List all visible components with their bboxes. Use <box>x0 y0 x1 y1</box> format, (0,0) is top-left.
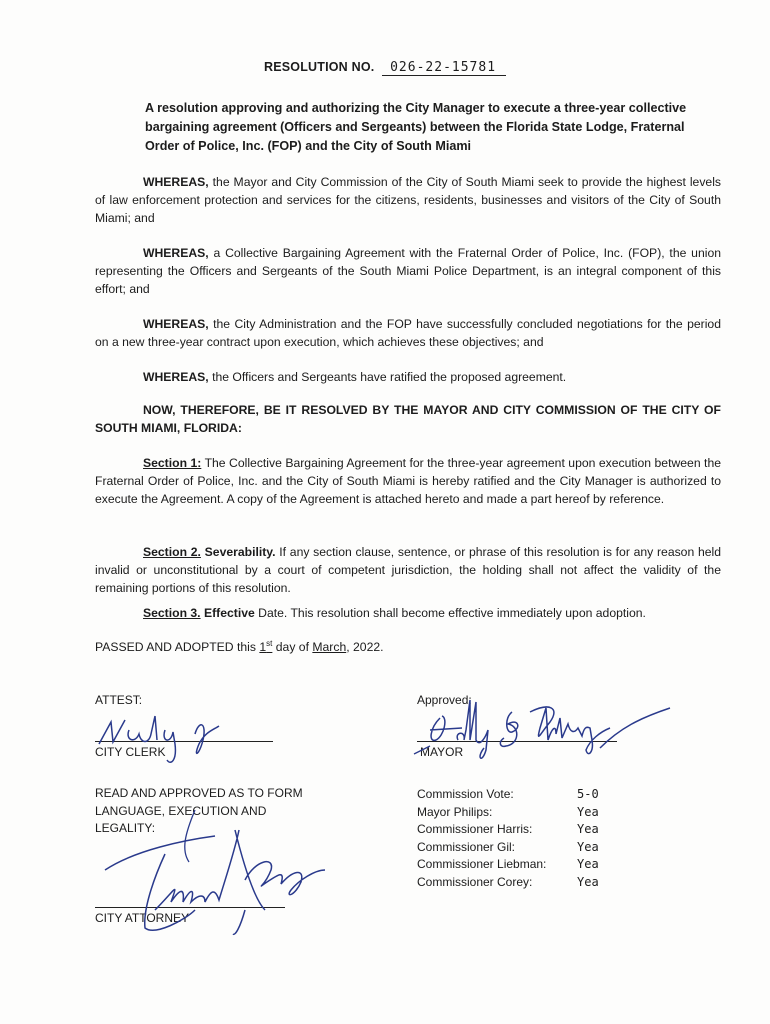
whereas-text: the City Administration and the FOP have successfully concluded negotiations for the period on a new three-year contract upon execution, which achieves these objectives; and <box>95 317 721 349</box>
vote-label: Commissioner Liebman: <box>417 857 547 871</box>
vote-row <box>417 874 599 892</box>
section-heading: Effective <box>203 606 255 620</box>
resolution-heading: A resolution approving and authorizing the City Manager to execute a three-year collective bargaining agreement (Officers and Sergeants) between the Florida State Lodge, Fraternal Order of Police, Inc. (FOP) and the City of South Miami <box>145 101 687 153</box>
mayor-label: MAYOR <box>420 745 464 759</box>
whereas-lead: WHEREAS, <box>143 175 209 189</box>
form-approval-line-3: LEGALITY: <box>95 821 156 835</box>
section-label: Section 1: <box>143 456 202 470</box>
section-1 <box>95 454 721 508</box>
vote-row <box>417 786 599 804</box>
section-text: The Collective Bargaining Agreement for the three-year agreement upon execution between the Fraternal Order of Police, Inc. and the City of South Miami is hereby ratified and the City Manager is authorized to execute the Agreement. A copy of the Agreement is attached hereto and made a part hereof by reference. <box>95 456 722 506</box>
vote-value: Yea <box>577 822 599 836</box>
form-approval-line-2: LANGUAGE, EXECUTION AND <box>95 803 267 818</box>
now-therefore-clause <box>95 401 721 437</box>
commission-vote-table <box>417 786 599 891</box>
passed-day <box>259 640 272 654</box>
vote-row <box>417 821 599 839</box>
approved-label: Approved: <box>417 693 472 707</box>
vote-label: Commissioner Corey: <box>417 874 533 889</box>
vote-value: Yea <box>577 839 599 854</box>
section-3 <box>95 604 721 622</box>
vote-label: Commissioner Harris: <box>417 822 533 836</box>
whereas-lead: WHEREAS, <box>143 317 209 331</box>
passed-prefix: PASSED AND ADOPTED this <box>95 640 256 655</box>
section-label: Section 3. <box>143 606 201 620</box>
passed-middle: day of <box>275 640 309 655</box>
mayor-signature <box>400 688 700 793</box>
resolution-number: 026-22-15781 <box>382 60 506 76</box>
vote-label: Commissioner Gil: <box>417 839 516 854</box>
whereas-clause-4 <box>95 368 721 386</box>
vote-value: 5-0 <box>577 787 599 801</box>
passed-year: , 2022. <box>346 640 384 655</box>
vote-value: Yea <box>577 874 599 889</box>
section-2 <box>95 543 721 597</box>
vote-label: Mayor Philips: <box>417 804 493 819</box>
passed-month: March <box>312 640 347 655</box>
vote-value: Yea <box>577 857 599 871</box>
city-attorney-label: CITY ATTORNEY <box>95 911 190 925</box>
passed-day-number: 1 <box>259 640 267 655</box>
city-attorney-signature <box>95 810 345 945</box>
vote-row <box>417 804 599 822</box>
whereas-clause-3 <box>95 315 721 351</box>
whereas-text: a Collective Bargaining Agreement with the Fraternal Order of Police, Inc. (FOP), the union representing the Officers and Sergeants of the South Miami Police Department, is an integral component of this effort; and <box>95 246 722 296</box>
section-heading: Severability. <box>204 545 276 559</box>
section-label: Section 2. <box>143 545 201 559</box>
now-therefore-text: NOW, THEREFORE, BE IT RESOLVED BY THE MAYOR AND CITY COMMISSION OF THE CITY OF SOUTH MIAMI, FLORIDA: <box>95 403 721 435</box>
section-text: Date. This resolution shall become effective immediately upon adoption. <box>258 606 646 620</box>
whereas-clause-1 <box>95 173 721 227</box>
city-clerk-label: CITY CLERK <box>95 745 166 759</box>
whereas-text: the Officers and Sergeants have ratified the proposed agreement. <box>212 370 567 384</box>
whereas-lead: WHEREAS, <box>143 370 209 384</box>
city-clerk-signature <box>95 700 255 785</box>
whereas-text: the Mayor and City Commission of the City of South Miami seek to provide the highest levels of law enforcement protection and services for the citizens, residents, businesses and visitors of the City of South Miami; and <box>95 175 721 225</box>
vote-value: Yea <box>577 804 599 819</box>
passed-day-suffix: st <box>266 639 273 648</box>
vote-label: Commission Vote: <box>417 787 514 801</box>
whereas-lead: WHEREAS, <box>143 246 209 260</box>
form-approval-line-1: READ AND APPROVED AS TO FORM <box>95 786 303 800</box>
resolution-label: RESOLUTION NO. <box>263 60 375 74</box>
attest-label: ATTEST: <box>95 693 143 707</box>
resolution-title-line <box>0 60 770 75</box>
whereas-clause-2 <box>95 244 721 298</box>
vote-row <box>417 856 599 874</box>
section-text: If any section clause, sentence, or phrase of this resolution is for any reason held invalid or unconstitutional by a court of competent jurisdiction, the holding shall not affect the validity of the remaining portions of this resolution. <box>95 545 722 595</box>
vote-row <box>417 839 599 857</box>
passed-adopted-line <box>95 639 384 654</box>
